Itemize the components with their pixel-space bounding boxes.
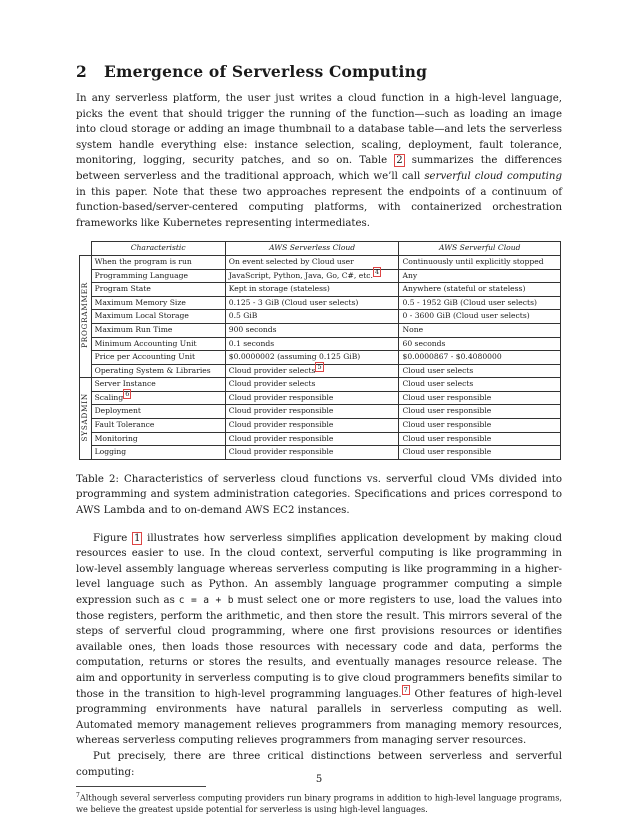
serverful-cell-text: Anywhere (stateful or stateless) <box>402 284 526 294</box>
characteristic-cell-text: Scaling <box>94 392 124 402</box>
table-row <box>80 337 561 351</box>
footnote-reference-link[interactable]: 4 <box>374 268 380 276</box>
table-row <box>80 391 561 405</box>
characteristic-cell <box>91 255 225 269</box>
serverless-cell-text: On event selected by Cloud user <box>228 256 354 266</box>
serverless-cell-text: Cloud provider selects <box>228 379 316 389</box>
serverless-cell <box>225 351 399 365</box>
characteristic-cell-text: Logging <box>94 447 127 457</box>
header-serverless: AWS Serverless Cloud <box>225 242 399 256</box>
serverful-cell <box>399 364 561 378</box>
serverful-cell <box>399 378 561 392</box>
footnote-reference-link[interactable]: 6 <box>125 390 130 399</box>
serverful-cell-text: Cloud user selects <box>402 365 474 375</box>
characteristic-cell-text: Maximum Memory Size <box>94 297 186 307</box>
table-reference-link[interactable]: 2 <box>396 155 403 167</box>
serverless-cell-text: Cloud provider responsible <box>228 392 334 402</box>
characteristic-cell <box>91 323 225 337</box>
serverless-cell-text: Cloud provider responsible <box>228 433 334 443</box>
serverful-cell-text: 0.5 - 1952 GiB (Cloud user selects) <box>402 297 537 307</box>
table-row <box>80 378 561 392</box>
characteristic-cell <box>91 337 225 351</box>
serverless-cell <box>225 405 399 419</box>
serverless-cell <box>225 432 399 446</box>
characteristic-cell <box>91 283 225 297</box>
characteristic-cell-text: Programming Language <box>94 270 189 280</box>
serverful-cell <box>399 269 561 283</box>
table-row <box>80 432 561 446</box>
section-number: 2 <box>76 62 87 81</box>
serverful-cell-text: Cloud user selects <box>402 379 474 389</box>
code-expression: c = a + b <box>178 595 234 606</box>
figure-reference-link[interactable]: 1 <box>133 532 141 544</box>
characteristic-cell <box>91 351 225 365</box>
serverful-cell <box>399 432 561 446</box>
serverless-cell-text: 0.5 GiB <box>228 311 258 321</box>
characteristic-cell-text: Minimum Accounting Unit <box>94 338 197 348</box>
characteristic-cell <box>91 296 225 310</box>
table-body <box>80 255 561 459</box>
serverful-cell <box>399 323 561 337</box>
paragraph-analogy: Figure 1 illustrates how serverless simplifies application development by making cloud resources easier to use. In the cloud context, serverful computing is like programming in low-level assembly language whereas serverless computing is like programming in a higher-level language such as Python. An assembly language programmer computing a simple expression such as c = a + b must select one or more registers to use, load the values into those registers, perform the arithmetic, and then store the result. This mirrors several of the steps of serverful cloud programming, where one first provisions resources or identifies available ones, then loads those resources with necessary code and data, performs the computation, returns or stores the results, and eventually manages resource release. The aim and opportunity in serverless computing is to give cloud programmers benefits similar to those in the transition to high-level programming languages. $^7$ Other features of high-level programming environments have natural parallels in serverless computing as well. Automated memory management relieves programmers from managing memory resources, whereas serverless computing relieves programmers from managing server resources. <box>76 532 563 747</box>
characteristic-cell <box>91 405 225 419</box>
comparison-table <box>79 241 561 460</box>
characteristic-cell <box>91 269 225 283</box>
table-row <box>80 446 561 460</box>
paper-page <box>76 62 562 816</box>
serverful-cell-text: Cloud user responsible <box>402 392 492 402</box>
serverless-cell <box>225 296 399 310</box>
serverful-cell <box>399 296 561 310</box>
page-number: 5 <box>315 774 323 785</box>
serverful-cell-text: Cloud user responsible <box>402 433 492 443</box>
characteristic-cell-text: Maximum Local Storage <box>94 311 189 321</box>
serverful-cell <box>399 446 561 460</box>
serverless-cell <box>225 269 399 283</box>
characteristic-cell-text: Deployment <box>94 406 141 416</box>
serverless-cell-text: 0.125 - 3 GiB (Cloud user selects) <box>228 297 359 307</box>
characteristic-cell <box>91 310 225 324</box>
serverless-cell-text: JavaScript, Python, Java, Go, C#, etc. <box>228 270 373 280</box>
serverful-cell <box>399 391 561 405</box>
serverless-cell <box>225 323 399 337</box>
characteristic-cell <box>91 391 225 405</box>
footnote-reference-link[interactable]: 7 <box>403 686 408 695</box>
table-header-row <box>80 242 561 256</box>
table-corner <box>80 242 92 256</box>
serverless-cell-text: Cloud provider selects <box>228 365 316 375</box>
serverful-cell <box>399 419 561 433</box>
footnote-mark: 7 <box>76 792 80 800</box>
serverful-cell-text: Cloud user responsible <box>402 420 492 430</box>
serverless-cell <box>225 283 399 297</box>
header-serverful: AWS Serverful Cloud <box>399 242 561 256</box>
characteristic-cell <box>91 446 225 460</box>
characteristic-cell <box>91 419 225 433</box>
table-row <box>80 419 561 433</box>
characteristic-cell <box>91 378 225 392</box>
serverless-cell-text: $0.0000002 (assuming 0.125 GiB) <box>228 352 361 362</box>
serverful-cell <box>399 283 561 297</box>
serverful-cell-text: None <box>402 324 424 334</box>
paragraph-intro: In any serverless platform, the user just writes a cloud function in a high-level language, picks the event that should trigger the running of the function—such as loading an image into cloud storage or adding an image thumbnail to a database table—and lets the serverless system handle everything else: instance selection, scaling, deployment, fault tolerance, monitoring, logging, security patches, and so on. Table 2 summarizes the differences between serverless and the traditional approach, which we’ll call serverful cloud computing in this paper. Note that these two approaches represent the endpoints of a continuum of function-based/server-centered computing platforms, with containerized orchestration frameworks like Kubernetes representing intermediates. <box>76 93 563 229</box>
serverless-cell-text: 900 seconds <box>228 324 277 334</box>
paragraph-distinctions: Put precisely, there are three critical distinctions between serverless and serverful computing: <box>76 750 562 778</box>
characteristic-cell-text: Operating System & Libraries <box>94 365 211 375</box>
serverful-cell-text: $0.0000867 - $0.4080000 <box>402 352 502 362</box>
serverless-cell-text: Kept in storage (stateless) <box>228 284 330 294</box>
serverless-cell-text: Cloud provider responsible <box>228 447 334 457</box>
serverful-cell <box>399 351 561 365</box>
characteristic-cell-text: Maximum Run Time <box>94 324 173 334</box>
footnote-divider <box>76 786 206 787</box>
serverless-cell <box>225 446 399 460</box>
table-row <box>80 364 561 378</box>
section-title: Emergence of Serverless Computing <box>104 62 428 81</box>
serverless-cell-text: Cloud provider responsible <box>228 406 334 416</box>
serverful-cell-text: Cloud user responsible <box>402 447 492 457</box>
characteristic-cell <box>91 364 225 378</box>
table-row <box>80 310 561 324</box>
serverful-cell-text: Any <box>402 270 418 280</box>
characteristic-cell-text: Monitoring <box>94 433 138 443</box>
serverful-cell-text: 60 seconds <box>402 338 446 348</box>
characteristic-cell-text: When the program is run <box>94 256 192 266</box>
serverless-cell-text: 0.1 seconds <box>228 338 275 348</box>
category-label: PROGRAMMER <box>80 281 89 348</box>
footnote <box>76 790 562 816</box>
category-label-cell <box>80 378 92 460</box>
serverless-cell <box>225 364 399 378</box>
footnote-reference-link[interactable]: 5 <box>317 363 322 372</box>
table-row <box>80 405 561 419</box>
header-characteristic: Characteristic <box>91 242 225 256</box>
section-heading <box>76 62 562 81</box>
serverless-cell <box>225 310 399 324</box>
characteristic-cell-text: Program State <box>94 284 151 294</box>
footnote-text: Although several serverless computing providers run binary programs in addition to high-level language programs, we believe the greatest upside potential for serverless is using high-level languages. <box>76 792 562 815</box>
table-row <box>80 283 561 297</box>
serverless-cell <box>225 419 399 433</box>
serverful-cell <box>399 405 561 419</box>
category-label: SYSADMIN <box>80 392 89 441</box>
table-row <box>80 323 561 337</box>
serverless-cell <box>225 378 399 392</box>
characteristic-cell-text: Price per Accounting Unit <box>94 352 196 362</box>
category-label-cell <box>80 255 92 377</box>
table-row <box>80 296 561 310</box>
serverless-cell <box>225 337 399 351</box>
emphasis-term: serverful cloud computing <box>424 170 562 182</box>
serverless-cell <box>225 391 399 405</box>
characteristic-cell-text: Fault Tolerance <box>94 420 155 430</box>
serverful-cell <box>399 255 561 269</box>
characteristic-cell <box>91 432 225 446</box>
serverful-cell-text: Cloud user responsible <box>402 406 492 416</box>
serverful-cell <box>399 337 561 351</box>
characteristic-cell-text: Server Instance <box>94 379 156 389</box>
table-row <box>80 269 561 283</box>
serverless-cell-text: Cloud provider responsible <box>228 420 334 430</box>
serverful-cell-text: 0 - 3600 GiB (Cloud user selects) <box>402 311 530 321</box>
table-caption: Table 2: Characteristics of serverless cloud functions vs. serverful cloud VMs divided into programming and system administration categories. Specifications and prices correspond to AWS Lambda and to on-demand AWS EC2 instances. <box>76 473 562 517</box>
serverful-cell-text: Continuously until explicitly stopped <box>402 256 544 266</box>
serverful-cell <box>399 310 561 324</box>
table-row <box>80 255 561 269</box>
